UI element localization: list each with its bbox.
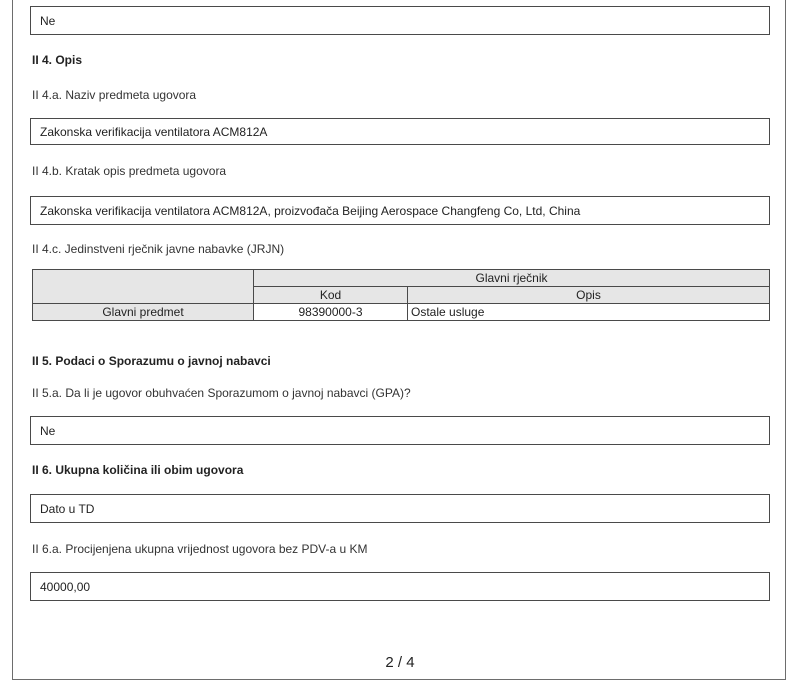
- section-5a-label: II 5.a. Da li je ugovor obuhvaćen Sporazumom o javnoj nabavci (GPA)?: [32, 386, 411, 400]
- contract-description-value: Zakonska verifikacija ventilatora ACM812A, proizvođača Beijing Aerospace Changfeng Co, Ltd, China: [40, 203, 581, 218]
- table-empty-corner: [33, 270, 254, 304]
- previous-answer-box: [30, 6, 770, 35]
- estimated-value-box: [30, 572, 770, 601]
- quantity-box: [30, 494, 770, 523]
- section-4-heading: II 4. Opis: [32, 53, 83, 67]
- table-group-header: Glavni rječnik: [254, 270, 770, 287]
- section-4b-label: II 4.b. Kratak opis predmeta ugovora: [32, 164, 227, 178]
- table-col-desc: Opis: [408, 287, 770, 304]
- contract-name-value: Zakonska verifikacija ventilatora ACM812A: [40, 124, 268, 139]
- gpa-answer-value: Ne: [40, 423, 56, 438]
- section-4a-label: II 4.a. Naziv predmeta ugovora: [32, 88, 197, 102]
- table-row-desc: Ostale usluge: [408, 304, 770, 321]
- section-5-heading: II 5. Podaci o Sporazumu o javnoj nabavci: [32, 354, 271, 368]
- estimated-value: 40000,00: [40, 579, 91, 594]
- gpa-answer-box: [30, 416, 770, 445]
- table-row-label: Glavni predmet: [33, 304, 254, 321]
- section-4c-label: II 4.c. Jedinstveni rječnik javne nabavke (JRJN): [32, 242, 285, 256]
- table-row-code: 98390000-3: [254, 304, 408, 321]
- section-6-heading: II 6. Ukupna količina ili obim ugovora: [32, 463, 244, 477]
- contract-name-box: [30, 118, 770, 145]
- table-row: [33, 304, 770, 321]
- page-number: 2 / 4: [385, 654, 415, 671]
- jrjn-table: [32, 269, 770, 321]
- contract-description-box: [30, 196, 770, 225]
- previous-answer-value: Ne: [40, 13, 56, 28]
- section-6a-label: II 6.a. Procijenjena ukupna vrijednost ugovora bez PDV-a u KM: [32, 542, 368, 556]
- quantity-value: Dato u TD: [40, 501, 95, 516]
- table-col-code: Kod: [254, 287, 408, 304]
